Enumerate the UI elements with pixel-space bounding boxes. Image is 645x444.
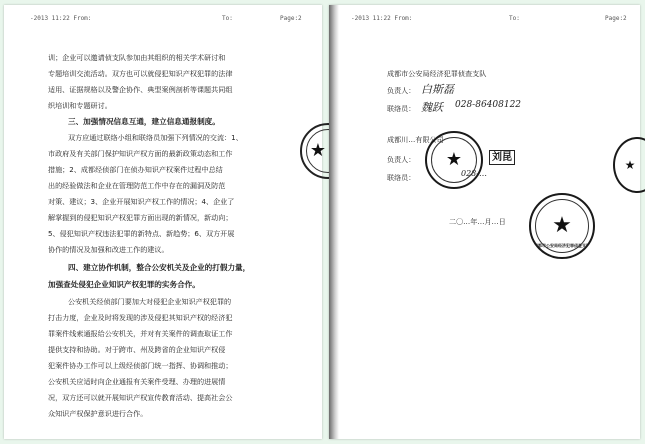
text-line: 市政府及有关部门保护知识产权方面的最新政策动态和工作 <box>48 149 233 158</box>
fax-header-left: -2013 11:22 From: <box>30 15 92 22</box>
org-name: 成都川…有限公司 <box>387 135 444 144</box>
text-line: 对策、建议；3、企业开展知识产权工作的情况；4、企业了 <box>48 197 235 206</box>
contact-label: 联络员： <box>387 173 416 182</box>
text-line: 专题培训交流活动。双方也可以就侵犯知识产权犯罪的法律 <box>48 69 233 78</box>
section-heading: 四、建立协作机制，整合公安机关及企业的打假力量， <box>68 263 251 272</box>
text-line: 打击力度，企业及时将发现的涉及侵犯其知识产权的经济犯 <box>48 313 233 322</box>
partial-seal <box>613 137 645 193</box>
principal-label: 负责人： <box>387 155 416 164</box>
principal-label: 负责人： <box>387 86 416 95</box>
left-document-page <box>4 5 327 439</box>
star-icon: ★ <box>309 140 327 161</box>
star-icon: ★ <box>552 213 572 238</box>
handwritten-phone: 028-… <box>461 169 487 178</box>
text-line: 提供支持和协助。对于跨市、州及跨省的企业知识产权侵 <box>48 345 226 354</box>
fax-header <box>4 15 322 25</box>
text-line: 公安机关应适时向企业通报有关案件受理、办理的进展情 <box>48 377 226 386</box>
text-line: 适用、证据规格以及警企协作、典型案例剖析等课题共同组 <box>48 85 233 94</box>
fax-header-page: Page:2 <box>605 15 627 22</box>
page-spine-shadow <box>329 5 339 439</box>
text-line: 出的经验做法和企业在管理防范工作中存在的漏洞及防范 <box>48 181 226 190</box>
text-line: 众知识产权保护意识进行合作。 <box>48 409 148 418</box>
text-line: 犯案件协办工作可以上级经侦部门统一指挥、协调和推动； <box>48 361 233 370</box>
text-line: 双方应通过联络小组和联络员加强下列情况的交流：1、 <box>68 133 243 142</box>
handwritten-signature: 魏跃 <box>421 101 443 114</box>
text-line: 罪案件线索通报给公安机关，并对有关案件的调查取证工作 <box>48 329 233 338</box>
text-line: 解掌握到的侵犯知识产权犯罪方面出现的新情况，新动向； <box>48 213 233 222</box>
fax-header-left: -2013 11:22 From: <box>351 15 413 22</box>
org-name: 成都市公安局经济犯罪侦查支队 <box>387 69 487 78</box>
section-heading: 三、加强情况信息互通，建立信息通报制度。 <box>68 117 220 126</box>
contact-label: 联络员： <box>387 104 416 113</box>
text-line: 协作的情况及加强和改进工作的建议。 <box>48 245 169 254</box>
fax-header-to: To: <box>509 15 520 22</box>
right-document-page <box>329 5 640 439</box>
star-icon: ★ <box>445 149 463 170</box>
text-line: 措施；2、成都经侦部门在侦办知识产权案件过程中总结 <box>48 165 223 174</box>
fax-header-page: Page:2 <box>280 15 302 22</box>
fax-header <box>329 15 640 25</box>
police-seal <box>529 193 595 259</box>
section-heading: 加强查处侵犯企业知识产权犯罪的实务合作。 <box>48 280 200 289</box>
handwritten-signature: 白斯磊 <box>421 83 454 96</box>
text-line: 况，双方还可以就开展知识产权宣传教育活动、提高社会公 <box>48 393 233 402</box>
text-line: 公安机关经侦部门要加大对侵犯企业知识产权犯罪的 <box>68 297 232 306</box>
seal-text: 成都市公安局经济犯罪侦查支队 <box>534 243 590 248</box>
fax-header-to: To: <box>222 15 233 22</box>
name-stamp: 刘昆 <box>489 150 515 165</box>
date-line: 二〇…年…月…日 <box>449 217 506 226</box>
handwritten-phone: 028-86408122 <box>455 100 522 110</box>
text-line: 织培训和专题研讨。 <box>48 101 112 110</box>
text-line: 训；企业可以邀请侦支队参加由其组织的相关学术研讨和 <box>48 53 226 62</box>
text-line: 5、侵犯知识产权违法犯罪的新特点、新趋势；6、双方开展 <box>48 229 235 238</box>
company-seal <box>425 131 483 189</box>
star-icon: ★ <box>624 158 636 172</box>
